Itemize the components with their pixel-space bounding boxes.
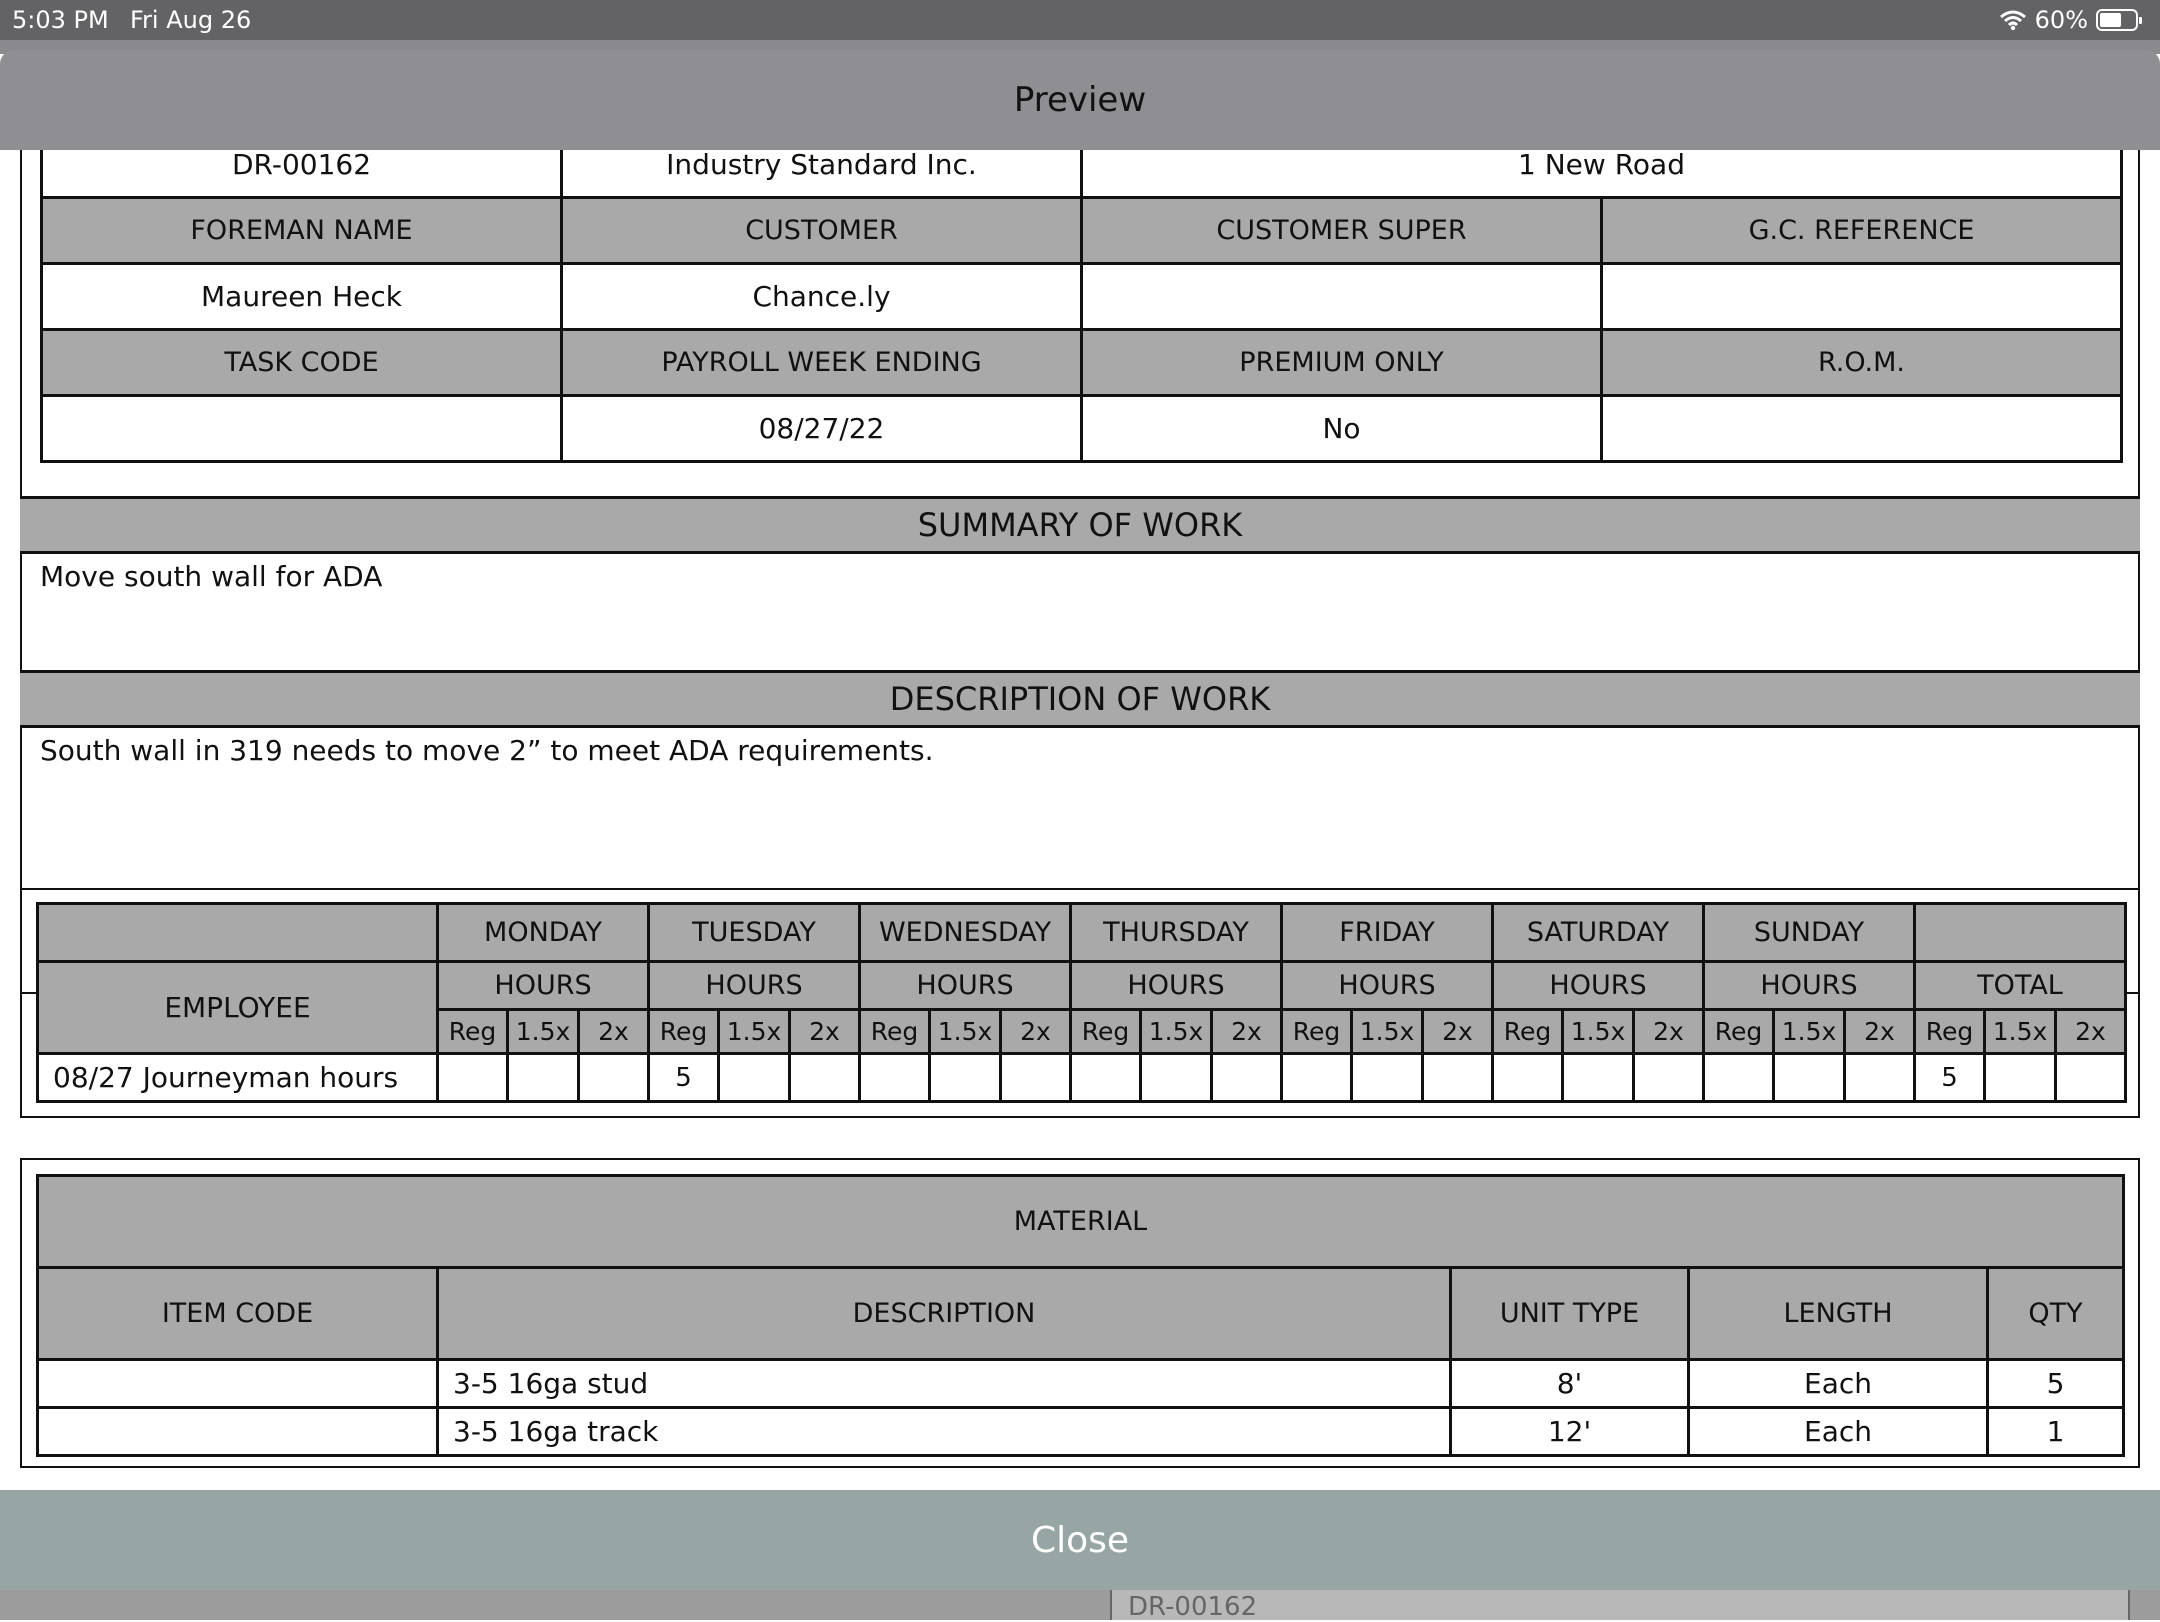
rate-subheader: 1.5x	[1352, 1010, 1423, 1054]
material-unit-type: 8'	[1451, 1360, 1689, 1408]
company-name: Industry Standard Inc.	[562, 150, 1082, 198]
rate-subheader: 2x	[1634, 1010, 1704, 1054]
header-unit-type: UNIT TYPE	[1451, 1268, 1689, 1360]
material-description: 3-5 16ga stud	[438, 1360, 1451, 1408]
wifi-icon	[1999, 9, 2027, 31]
rate-subheader: 1.5x	[930, 1010, 1001, 1054]
hours-cell	[1423, 1054, 1493, 1102]
rate-subheader: Reg	[438, 1010, 508, 1054]
foreman-name-value: Maureen Heck	[42, 264, 562, 330]
hours-label-wednesday: HOURS	[860, 962, 1071, 1010]
battery-icon	[2096, 9, 2138, 31]
rate-subheader: 2x	[1212, 1010, 1282, 1054]
day-header-sunday: SUNDAY	[1704, 904, 1915, 962]
preview-content[interactable]	[0, 150, 2160, 1490]
hours-cell: 5	[649, 1054, 719, 1102]
header-item-code: ITEM CODE	[38, 1268, 438, 1360]
gc-reference-value	[1602, 264, 2122, 330]
material-item-code	[38, 1408, 438, 1456]
hours-cell	[1704, 1054, 1774, 1102]
day-header-wednesday: WEDNESDAY	[860, 904, 1071, 962]
customer-value: Chance.ly	[562, 264, 1082, 330]
background-page	[0, 1590, 2160, 1620]
total-corner	[1915, 904, 2126, 962]
rom-value	[1602, 396, 2122, 462]
day-header-friday: FRIDAY	[1282, 904, 1493, 962]
header-qty: QTY	[1988, 1268, 2124, 1360]
rate-subheader: 2x	[1423, 1010, 1493, 1054]
rate-subheader: 1.5x	[1985, 1010, 2056, 1054]
hours-cell	[790, 1054, 860, 1102]
hours-cell	[1212, 1054, 1282, 1102]
hours-cell	[1001, 1054, 1071, 1102]
task-code-value	[42, 396, 562, 462]
header-payroll-week-ending: PAYROLL WEEK ENDING	[562, 330, 1082, 396]
background-field	[1110, 1590, 2130, 1620]
status-right	[1999, 6, 2138, 34]
hours-label-monday: HOURS	[438, 962, 649, 1010]
order-number: DR-00162	[42, 150, 562, 198]
material-description: 3-5 16ga track	[438, 1408, 1451, 1456]
day-header-monday: MONDAY	[438, 904, 649, 962]
rate-subheader: Reg	[1282, 1010, 1352, 1054]
rate-subheader: 2x	[790, 1010, 860, 1054]
hours-cell	[1634, 1054, 1704, 1102]
hours-cell	[930, 1054, 1001, 1102]
rate-subheader: Reg	[1493, 1010, 1563, 1054]
description-heading: DESCRIPTION OF WORK	[20, 670, 2140, 728]
status-time: 5:03 PM	[12, 6, 109, 34]
rate-subheader: 2x	[1001, 1010, 1071, 1054]
battery-percent: 60%	[2034, 6, 2088, 34]
header-premium-only: PREMIUM ONLY	[1082, 330, 1602, 396]
header-length: LENGTH	[1689, 1268, 1988, 1360]
summary-heading: SUMMARY OF WORK	[20, 496, 2140, 554]
hours-label-friday: HOURS	[1282, 962, 1493, 1010]
header-customer-super: CUSTOMER SUPER	[1082, 198, 1602, 264]
hours-label-sunday: HOURS	[1704, 962, 1915, 1010]
status-bar	[0, 0, 2160, 40]
rate-subheader: Reg	[1915, 1010, 1985, 1054]
hours-cell	[1352, 1054, 1423, 1102]
background-field-text: DR-00162	[1128, 1592, 1258, 1622]
material-length: Each	[1689, 1408, 1988, 1456]
hours-cell	[1845, 1054, 1915, 1102]
material-length: Each	[1689, 1360, 1988, 1408]
hours-cell	[1493, 1054, 1563, 1102]
material-unit-type: 12'	[1451, 1408, 1689, 1456]
hours-cell	[1282, 1054, 1352, 1102]
modal-title: Preview	[1013, 80, 1147, 120]
payroll-week-ending-value: 08/27/22	[562, 396, 1082, 462]
hours-cell	[719, 1054, 790, 1102]
rate-subheader: 1.5x	[1141, 1010, 1212, 1054]
day-header-tuesday: TUESDAY	[649, 904, 860, 962]
material-table	[36, 1174, 2125, 1457]
hours-cell	[579, 1054, 649, 1102]
status-date: Fri Aug 26	[130, 6, 252, 34]
customer-super-value	[1082, 264, 1602, 330]
hours-cell	[860, 1054, 930, 1102]
hours-cell	[1774, 1054, 1845, 1102]
employee-header: EMPLOYEE	[38, 962, 438, 1054]
hours-cell	[438, 1054, 508, 1102]
material-qty: 1	[1988, 1408, 2124, 1456]
hours-label-thursday: HOURS	[1071, 962, 1282, 1010]
summary-text: Move south wall for ADA	[40, 560, 383, 593]
rate-subheader: Reg	[1071, 1010, 1141, 1054]
total-label: TOTAL	[1915, 962, 2126, 1010]
hours-cell	[1141, 1054, 1212, 1102]
address: 1 New Road	[1082, 150, 2122, 198]
hours-cell	[1071, 1054, 1141, 1102]
material-item-code	[38, 1360, 438, 1408]
modal-header	[0, 50, 2160, 150]
employee-corner	[38, 904, 438, 962]
header-description: DESCRIPTION	[438, 1268, 1451, 1360]
header-gc-reference: G.C. REFERENCE	[1602, 198, 2122, 264]
rate-subheader: Reg	[649, 1010, 719, 1054]
rate-subheader: Reg	[860, 1010, 930, 1054]
header-foreman-name: FOREMAN NAME	[42, 198, 562, 264]
hours-cell	[1985, 1054, 2056, 1102]
description-text: South wall in 319 needs to move 2” to meet ADA requirements.	[40, 734, 934, 767]
hours-label-saturday: HOURS	[1493, 962, 1704, 1010]
header-customer: CUSTOMER	[562, 198, 1082, 264]
close-button[interactable]: Close	[0, 1490, 2160, 1590]
rate-subheader: 1.5x	[719, 1010, 790, 1054]
hours-cell: 5	[1915, 1054, 1985, 1102]
hours-table	[36, 902, 2127, 1103]
material-title: MATERIAL	[38, 1176, 2124, 1268]
rate-subheader: 1.5x	[1563, 1010, 1634, 1054]
hours-label-tuesday: HOURS	[649, 962, 860, 1010]
hours-cell	[2056, 1054, 2126, 1102]
day-header-thursday: THURSDAY	[1071, 904, 1282, 962]
rate-subheader: 2x	[1845, 1010, 1915, 1054]
day-header-saturday: SATURDAY	[1493, 904, 1704, 962]
rate-subheader: 1.5x	[1774, 1010, 1845, 1054]
premium-only-value: No	[1082, 396, 1602, 462]
header-task-code: TASK CODE	[42, 330, 562, 396]
hours-cell	[1563, 1054, 1634, 1102]
rate-subheader: 2x	[2056, 1010, 2126, 1054]
hours-cell	[508, 1054, 579, 1102]
rate-subheader: 2x	[579, 1010, 649, 1054]
header-rom: R.O.M.	[1602, 330, 2122, 396]
rate-subheader: Reg	[1704, 1010, 1774, 1054]
material-qty: 5	[1988, 1360, 2124, 1408]
employee-name: 08/27 Journeyman hours	[38, 1054, 438, 1102]
rate-subheader: 1.5x	[508, 1010, 579, 1054]
info-table	[40, 150, 2123, 463]
